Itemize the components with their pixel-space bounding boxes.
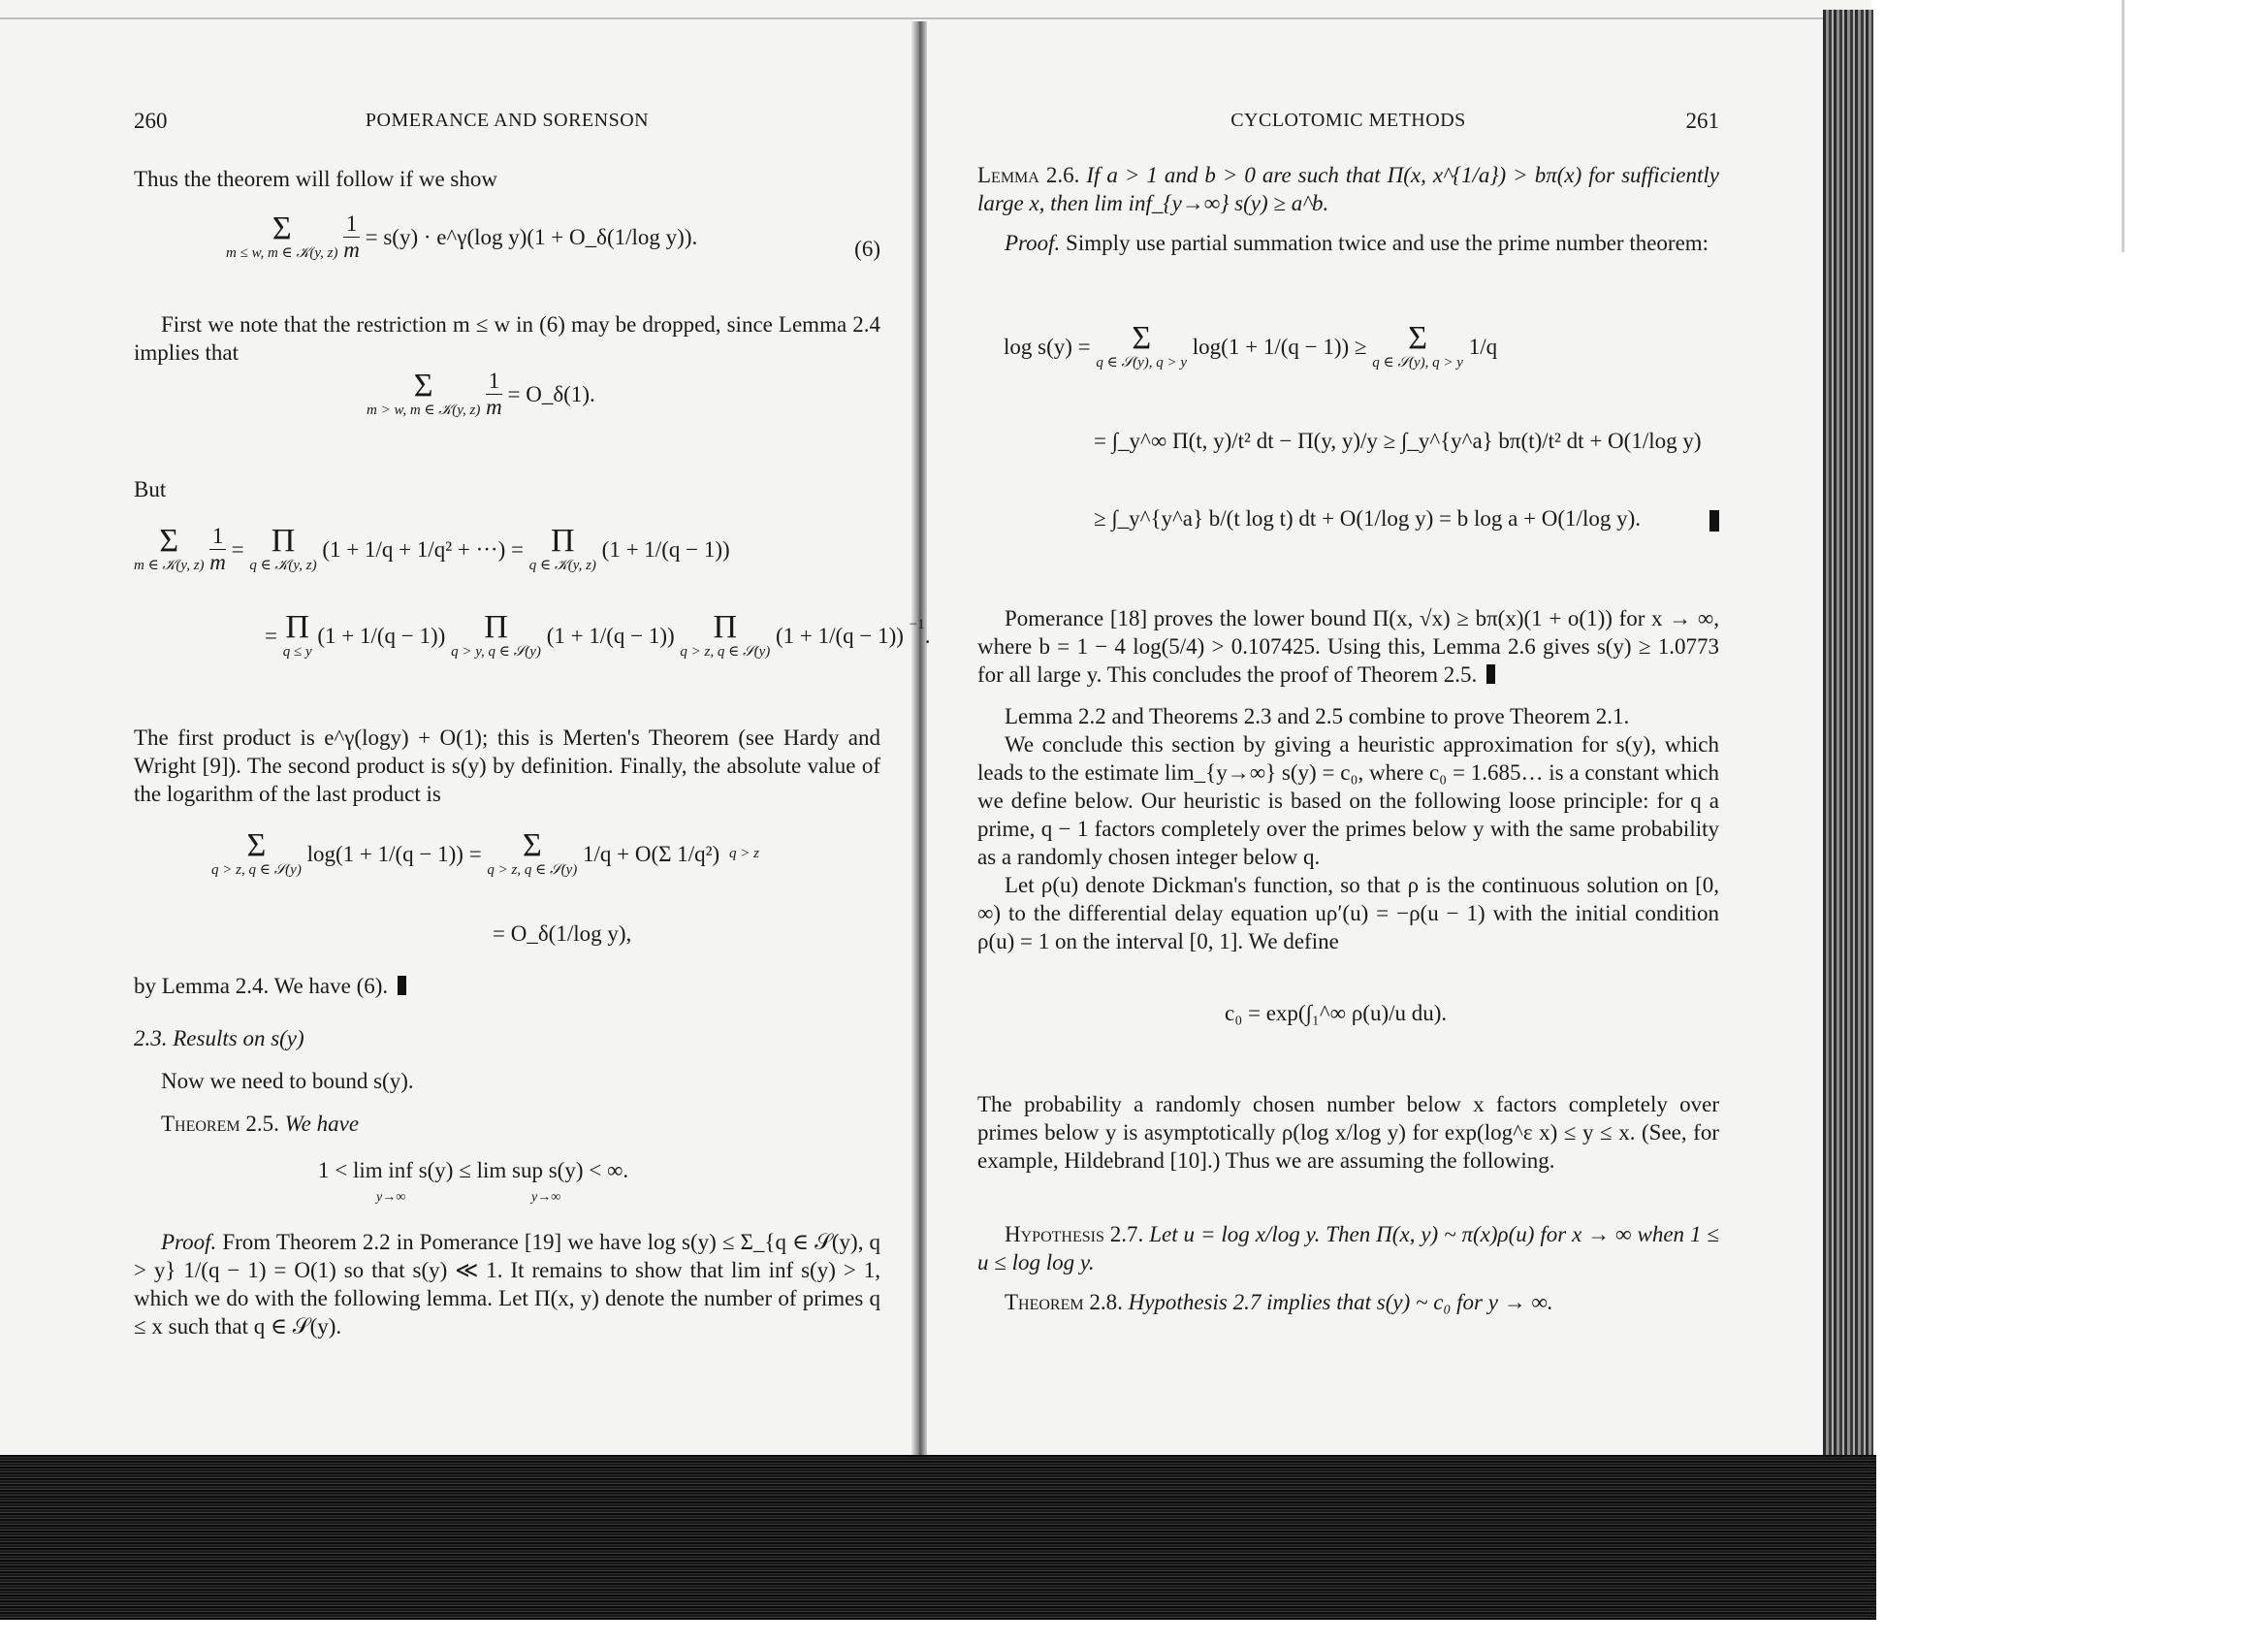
running-head-title: POMERANCE AND SORENSON	[365, 110, 650, 131]
paragraph: We conclude this section by giving a heuristic approximation for s(y), which leads to the estimate lim_{y→∞} s(y) = c₀, where c₀ = 1.685… is a constant which we define below. Our heuristic is based on the following loose principle: for q a prime, q − 1 factors completely over the primes below y with the same probability as a randomly chosen integer below q.	[977, 732, 1719, 869]
equation-log: Σ q > z, q ∈ 𝒮(y) log(1 + 1/(q − 1)) = Σ q > z, q ∈ 𝒮(y) 1/q + O(Σ 1/q²) q > z	[211, 827, 759, 878]
running-head-title: CYCLOTOMIC METHODS	[1230, 110, 1466, 131]
book-spine	[911, 21, 927, 1457]
page-number: 260	[134, 109, 168, 133]
paragraph: Let ρ(u) denote Dickman's function, so that ρ is the continuous solution on [0, ∞) to the differential delay equation uρ′(u) = −ρ(u − 1) with the initial condition ρ(u) = 1 on the interval [0, 1]. We define	[977, 873, 1719, 953]
paragraph: Lemma 2.2 and Theorems 2.3 and 2.5 combine to prove Theorem 2.1.	[1005, 704, 1630, 728]
scanner-edge-line	[2122, 0, 2124, 252]
paragraph: But	[134, 477, 167, 501]
qed-mark	[398, 976, 406, 995]
paragraph: The first product is e^γ(logy) + O(1); this is Merten's Theorem (see Hardy and Wright [9]). The second product is s(y) by definition. Finally, the absolute value of the logarithm of the last product is	[134, 726, 880, 806]
theorem-2-5: Theorem 2.5. We have	[161, 1112, 360, 1136]
qed-mark	[1486, 664, 1495, 684]
proof-paragraph: Proof. From Theorem 2.2 in Pomerance [19] we have log s(y) ≤ Σ_{q ∈ 𝒮(y), q > y} 1/(q − 1) = O(1) so that s(y) ≪ 1. It remains to show that lim inf s(y) > 1, which we do with the following lemma. Let Π(x, y) denote the number of primes q ≤ x such that q ∈ 𝒮(y).	[134, 1230, 881, 1339]
section-heading: 2.3. Results on s(y)	[134, 1026, 304, 1050]
paragraph: Thus the theorem will follow if we show	[134, 167, 497, 191]
lemma-2-6: Lemma 2.6. If a > 1 and b > 0 are such that Π(x, x^{1/a}) > bπ(x) for sufficiently large x, then lim inf_{y→∞} s(y) ≥ a^b.	[977, 163, 1719, 215]
theorem-2-8: Theorem 2.8. Hypothesis 2.7 implies that s(y) ~ c₀ for y → ∞.	[1005, 1290, 1553, 1314]
paragraph: by Lemma 2.4. We have (6).	[134, 972, 880, 1000]
equation-6: Σ m ≤ w, m ∈ 𝒦(y, z) $\frac{1}{m}$ = s(y) · e^γ(log y)(1 + O_δ(1/log y)). (6)	[226, 210, 880, 262]
proof-paragraph: Proof. Simply use partial summation twice and use the prime number theorem:	[1005, 231, 1709, 255]
page-number: 261	[1685, 109, 1719, 133]
paragraph: Pomerance [18] proves the lower bound Π(x, √x) ≥ bπ(x)(1 + o(1)) for x → ∞, where b = 1 − 4 log(5/4) > 0.107425. Using this, Lemma 2.6 gives s(y) ≥ 1.0773 for all large y. This concludes the proof of Theorem 2.5.	[977, 606, 1719, 687]
paragraph: First we note that the restriction m ≤ w in (6) may be dropped, since Lemma 2.4 implies that	[134, 312, 880, 365]
right-running-head	[977, 107, 1719, 136]
equation-log-s: log s(y) = Σ q ∈ 𝒮(y), q > y log(1 + 1/(q − 1)) ≥ Σ q ∈ 𝒮(y), q > y 1/q	[1004, 320, 1498, 371]
equation-product-2: = Π q ≤ y (1 + 1/(q − 1)) Π q > y, q ∈ 𝒮(y) (1 + 1/(q − 1)) Π q > z, q ∈ 𝒮(y) (1 + 1/(q − 1)) $^{-1}$.	[265, 609, 931, 660]
paragraph: Now we need to bound s(y).	[161, 1069, 414, 1093]
scanner-bottom-band	[0, 1455, 1876, 1620]
equation-drop: Σ m > w, m ∈ 𝒦(y, z) $\frac{1}{m}$ = O_δ(1).	[367, 368, 595, 419]
page-edges	[1823, 10, 1873, 1465]
equation-bound: 1 < lim inf s(y) ≤ lim sup s(y) < ∞. y→∞ y→∞	[318, 1158, 629, 1205]
equation-product-1: Σ m ∈ 𝒦(y, z) $\frac{1}{m}$ = Π q ∈ 𝒦(y, z) (1 + 1/q + 1/q² + ···) = Π q ∈ 𝒦(y, z) (1 + 1/(q − 1))	[134, 523, 730, 574]
left-running-head	[134, 107, 880, 136]
equation-number: (6)	[854, 237, 880, 261]
hypothesis-2-7: Hypothesis 2.7. Let u = log x/log y. Then Π(x, y) ~ π(x)ρ(u) for x → ∞ when 1 ≤ u ≤ log log y.	[977, 1222, 1720, 1274]
top-edge-line	[0, 17, 1852, 19]
paragraph: The probability a randomly chosen number below x factors completely over primes below y is asymptotically ρ(log x/log y) for exp(log^ε x) ≤ y ≤ x. (See, for example, Hildebrand [10].) Thus we are assuming the following.	[977, 1092, 1719, 1173]
qed-mark	[1709, 510, 1719, 532]
